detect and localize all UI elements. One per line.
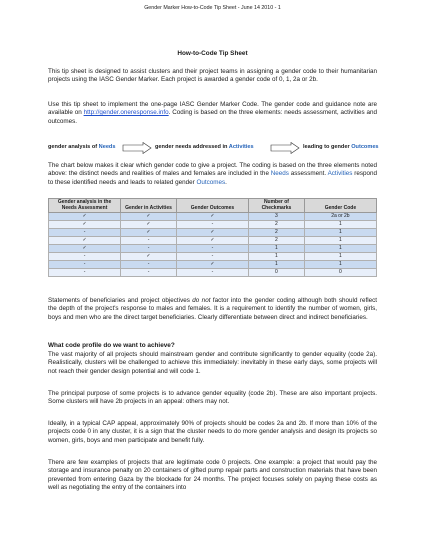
usage-paragraph xyxy=(48,101,377,126)
table-cell: ✓ xyxy=(49,221,121,229)
profile-paragraph-4: There are few examples of projects that are legitimate code 0 projects. One example: a project that would pay the storage and insurance penalty on 20 containers of gifted pump repair parts and construction materials that have been prevented from entering Gaza by the blockade for 24 months. The project focuses solely on paying these costs as well as negotiating the entry of the containers into xyxy=(48,459,377,492)
table-cell: ✓ xyxy=(121,229,177,237)
table-cell: - xyxy=(49,229,121,237)
table-cell: - xyxy=(176,221,248,229)
table-cell: 2 xyxy=(249,221,305,229)
table-cell: 1 xyxy=(304,237,376,245)
table-cell: 1 xyxy=(249,253,305,261)
guidance-link[interactable]: http://gender.oneresponse.info xyxy=(83,109,169,117)
profile-paragraph-2: The principal purpose of some projects is to advance gender equality (code 2b). These are also important projects. Some clusters will have 2b projects in an appeal: others may not. xyxy=(48,390,377,406)
table-header-row xyxy=(49,199,377,213)
section-heading: What code profile do we want to achieve? xyxy=(48,342,175,349)
col-header-needs: Gender analysis in the Needs Assessment xyxy=(49,199,121,213)
table-cell: 1 xyxy=(304,221,376,229)
table-cell: 1 xyxy=(304,245,376,253)
table-cell: ✓ xyxy=(176,261,248,269)
table-cell: - xyxy=(121,245,177,253)
table-cell: ✓ xyxy=(49,213,121,221)
table-cell: 1 xyxy=(249,261,305,269)
beneficiaries-paragraph: Statements of beneficiaries and project objectives do not factor into the gender coding although both should reflect the depth of the project's response to males and females. It is a requirement to identify the number of women, girls, boys and men who are the direct target beneficiaries. Clearly differentiate between direct and indirect beneficiaries. xyxy=(48,297,378,321)
page-title: How-to-Code Tip Sheet xyxy=(177,50,248,57)
table-cell: ✓ xyxy=(49,237,121,245)
table-cell: 1 xyxy=(249,245,305,253)
table-cell: - xyxy=(176,245,248,253)
table-row xyxy=(49,237,377,245)
table-row xyxy=(49,229,377,237)
flow-activities-label: gender needs addressed in Activities xyxy=(155,144,254,150)
col-header-outcomes: Gender Outcomes xyxy=(176,199,248,213)
chart-explanation-paragraph: The chart below makes it clear which gender code to give a project. The coding is based on the three elements noted above: the distinct needs and realities of males and females are included in the Needs assessment. Activities respond to these identified needs and leads to related gender Outcomes. xyxy=(48,162,377,186)
table-cell: ✓ xyxy=(49,245,121,253)
table-cell: - xyxy=(121,269,177,277)
table-row xyxy=(49,221,377,229)
running-header: Gender Marker How-to-Code Tip Sheet - June 14 2010 - 1 xyxy=(144,5,281,11)
flow-needs-label: gender analysis of Needs xyxy=(48,144,116,150)
arrow-right-icon xyxy=(270,142,300,154)
table-cell: 1 xyxy=(304,261,376,269)
table-cell: - xyxy=(49,261,121,269)
intro-paragraph: This tip sheet is designed to assist clusters and their project teams in assigning a gender code to their humanitarian projects using the IASC Gender Marker. Each project is awarded a gender code of 0, 1, 2a or 2b. xyxy=(48,68,377,84)
table-cell: ✓ xyxy=(121,213,177,221)
table-cell: 2 xyxy=(249,229,305,237)
table-cell: - xyxy=(176,269,248,277)
table-cell: ✓ xyxy=(176,229,248,237)
table-cell: - xyxy=(121,261,177,269)
usage-text-before: Use this tip sheet to implement the one-page IASC Gender Marker Code. The gender code and guidance note are available on xyxy=(48,101,377,117)
table-cell: 0 xyxy=(249,269,305,277)
arrow-right-icon xyxy=(122,142,152,154)
table-row xyxy=(49,261,377,269)
usage-text-after: . Coding is based on the three elements: needs assessment, activities and outcomes. xyxy=(48,109,378,125)
table-cell: - xyxy=(121,237,177,245)
profile-paragraph-3: Ideally, in a typical CAP appeal, approximately 90% of projects should be codes 2a and 2b. If more than 10% of the projects code 0 in any cluster, it is a sign that the cluster needs to do more gender analysis and design its projects so women, girls, boys and men participate and benefit fully. xyxy=(48,420,377,444)
col-header-activities: Gender in Activities xyxy=(121,199,177,213)
table-cell: ✓ xyxy=(121,221,177,229)
profile-paragraph-1: The vast majority of all projects should mainstream gender and contribute significantly to gender equality (code 2a). Realistically, clusters will be challenged to achieve this immediately: inevitably in these early days, some projects will not reach their gender design potential and will code 1. xyxy=(48,351,377,375)
table-cell: - xyxy=(49,253,121,261)
table-cell: 2a or 2b xyxy=(304,213,376,221)
table-cell: 3 xyxy=(249,213,305,221)
col-header-checkmarks: Number of Checkmarks xyxy=(249,199,305,213)
table-row xyxy=(49,269,377,277)
flow-outcomes-label: leading to gender Outcomes xyxy=(303,144,379,150)
table-row xyxy=(49,213,377,221)
col-header-code: Gender Code xyxy=(304,199,376,213)
table-row xyxy=(49,253,377,261)
table-row xyxy=(49,245,377,253)
table-cell: 2 xyxy=(249,237,305,245)
gender-code-table xyxy=(48,198,377,277)
table-cell: 0 xyxy=(304,269,376,277)
table-cell: - xyxy=(49,269,121,277)
table-cell: 1 xyxy=(304,253,376,261)
table-cell: 1 xyxy=(304,229,376,237)
table-cell: ✓ xyxy=(121,253,177,261)
table-cell: - xyxy=(176,253,248,261)
coding-flow-diagram xyxy=(48,142,377,154)
table-body xyxy=(49,213,377,277)
table-cell: ✓ xyxy=(176,213,248,221)
table-cell: ✓ xyxy=(176,237,248,245)
